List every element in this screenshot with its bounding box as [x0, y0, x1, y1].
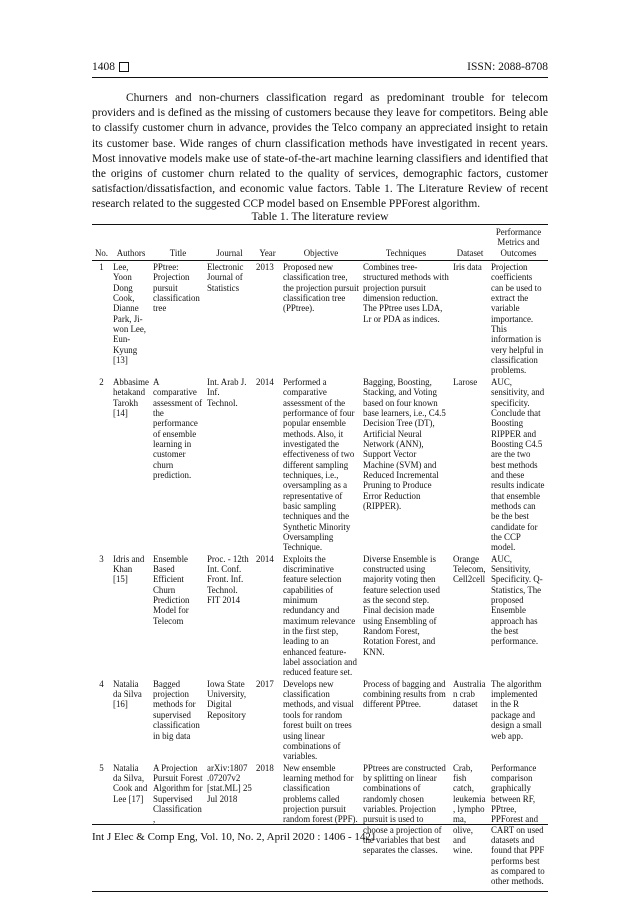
cell-title: Ensemble Based Efficient Churn Prediction Model for Telecom — [153, 553, 190, 626]
page-footer — [92, 824, 548, 843]
cell-journal: Electronic Journal of Statistics — [207, 262, 244, 293]
cell-journal: arXiv:1807 .07207v2 [stat.ML] 25 Jul 2018 — [205, 762, 254, 892]
cell-objective: Performed a comparative assessment of the performance of four popular ensemble methods. Also, it investigated the effectiveness of two different sampling techniques, i.e., oversampling as a representative of basic sampling techniques and the Synthetic Minority Oversampling Technique. — [283, 376, 355, 553]
cell-journal: Iowa State University, Digital Repository — [207, 678, 247, 720]
cell-year: 2013 — [256, 262, 274, 273]
table-header-row — [92, 225, 548, 261]
cell-techniques: Combines tree-structured methods with projection pursuit dimension reduction. The PPtree uses LDA, Lr or PDA as indices. — [363, 262, 449, 324]
cell-year: 2018 — [254, 762, 281, 892]
cell-objective: Exploits the discriminative feature selection capabilities of minimum redundancy and maximum relevance in the first step, leading to an enhanced feature-label association and reduced feature set. — [283, 553, 357, 678]
cell-techniques: Process of bagging and combining results from different PPtree. — [363, 678, 446, 710]
header-dataset: Dataset — [451, 225, 489, 261]
cell-title: Bagged projection methods for supervised classification in big data — [153, 678, 200, 741]
cell-year: 2014 — [256, 376, 274, 387]
body-paragraph: Churners and non-churners classification regard as predominant trouble for telecom providers and is defined as the missing of customers because they leave for competitors. Being able to classify customer churn in advance, provides the Telco company an appreciated insight to retain its customer base. Wide ranges of churn classification methods have investigated in recent years. Most innovative models make use of state-of-the-art machine learning classifiers and identified that the origins of customer churn related to the quality of services, demographic factors, customer satisfaction/dissatisfaction, and economic value factors. Table 1. The Literature Review of recent research related to the suggested CCP model based on Ensemble PPForest algorithm. — [92, 92, 548, 211]
cell-no: 1 — [99, 262, 104, 273]
cell-year: 2017 — [256, 678, 274, 689]
cell-authors: Natalia da Silva [16] — [113, 678, 142, 710]
table-row — [92, 376, 548, 553]
cell-authors: Lee, Yoon Dong Cook, Dianne Park, Ji-won Lee, Eun-Kyung [13] — [113, 262, 147, 366]
cell-performance: Projection coefficients can be used to extract the variable importance. This information is very helpful in classification problems. — [491, 262, 544, 376]
cell-dataset: Iris data — [453, 262, 482, 273]
header-objective: Objective — [281, 225, 361, 261]
footer-rule — [92, 824, 548, 825]
cell-objective: Proposed new classification tree, the projection pursuit classification tree (PPtree). — [283, 262, 359, 314]
cell-authors: Abbasime hetakand Tarokh [14] — [113, 376, 149, 418]
header-year: Year — [254, 225, 281, 261]
cell-dataset: Larose — [453, 376, 478, 387]
cell-dataset: Crab, fish catch, leukemia , lympho ma, olive, and wine. — [451, 762, 489, 892]
header-authors: Authors — [111, 225, 151, 261]
cell-performance: Performance comparison graphically between RF, PPtree, PPForest and CART on used datasets and found that PPF performs best as compared to other methods. — [489, 762, 548, 892]
page-header — [92, 58, 548, 80]
cell-no: 5 — [92, 762, 111, 892]
header-rule — [92, 77, 548, 78]
header-no: No. — [92, 225, 111, 261]
header-title: Title — [151, 225, 205, 261]
cell-dataset: Australia n crab dataset — [453, 678, 486, 710]
cell-journal: Int. Arab J. Inf. Technol. — [207, 376, 247, 408]
checkbox-square-icon — [119, 62, 129, 72]
cell-year: 2014 — [256, 553, 274, 564]
table-row — [92, 553, 548, 678]
cell-authors: Idris and Khan [15] — [113, 553, 145, 585]
cell-title: PPtree: Projection pursuit classification tree — [153, 262, 200, 314]
literature-review-table — [92, 224, 548, 892]
page-number: 1408 — [92, 61, 115, 73]
cell-objective: New ensemble learning method for classification problems called projection pursuit random forest (PPF). — [281, 762, 361, 892]
header-techniques: Techniques — [361, 225, 451, 261]
cell-techniques: Bagging, Boosting, Stacking, and Voting based on four known base learners, i.e., C4.5 Decision Tree (DT), Artificial Neural Network (ANN), Support Vector Machine (SVM) and Reduced Incremental Pruning to Produce Error Reduction (RIPPER). — [363, 376, 446, 511]
cell-title: A Projection Pursuit Forest Algorithm for Supervised Classification , — [151, 762, 205, 892]
cell-objective: Develops new classification methods, and visual tools for random forest built on trees using linear combinations of variables. — [283, 678, 354, 762]
cell-no: 4 — [99, 678, 104, 689]
table-row — [92, 678, 548, 762]
header-journal: Journal — [205, 225, 254, 261]
footer-citation: Int J Elec & Comp Eng, Vol. 10, No. 2, April 2020 : 1406 - 1421 — [92, 831, 377, 843]
cell-journal: Proc. - 12th Int. Conf. Front. Inf. Technol. FIT 2014 — [207, 553, 249, 606]
issn-label: ISSN: 2088-8708 — [467, 61, 548, 73]
cell-performance: AUC, Sensitivity, Specificity. Q-Statistics, The proposed Ensemble approach has the best performance. — [491, 553, 543, 647]
table-body — [92, 261, 548, 892]
cell-techniques: Diverse Ensemble is constructed using majority voting then feature selection used as the second step. Final decision made using Ensembling of Random Forest, Rotation Forest, and KNN. — [363, 553, 440, 657]
cell-performance: AUC, sensitivity, and specificity. Conclude that Boosting RIPPER and Boosting C4.5 are the two best methods and these results indicate that ensemble methods can be the best candidate for the CCP model. — [491, 376, 545, 553]
cell-no: 3 — [99, 553, 104, 564]
cell-title: A comparative assessment of the performance of ensemble learning in customer churn prediction. — [153, 376, 203, 480]
header-performance: Performance Metrics and Outcomes — [489, 225, 548, 261]
cell-performance: The algorithm implemented in the R package and design a small web app. — [491, 678, 542, 741]
cell-techniques: PPtrees are constructed by splitting on linear combinations of randomly chosen variables. Projection pursuit is used to choose a projection of the variables that best separates the classes. — [361, 762, 451, 892]
table-row — [92, 261, 548, 376]
cell-authors: Natalia da Silva, Cook and Lee [17] — [111, 762, 151, 892]
table-caption: Table 1. The literature review — [251, 210, 389, 223]
cell-no: 2 — [99, 376, 104, 387]
cell-dataset: Orange Telecom, Cell2cell — [453, 553, 486, 585]
